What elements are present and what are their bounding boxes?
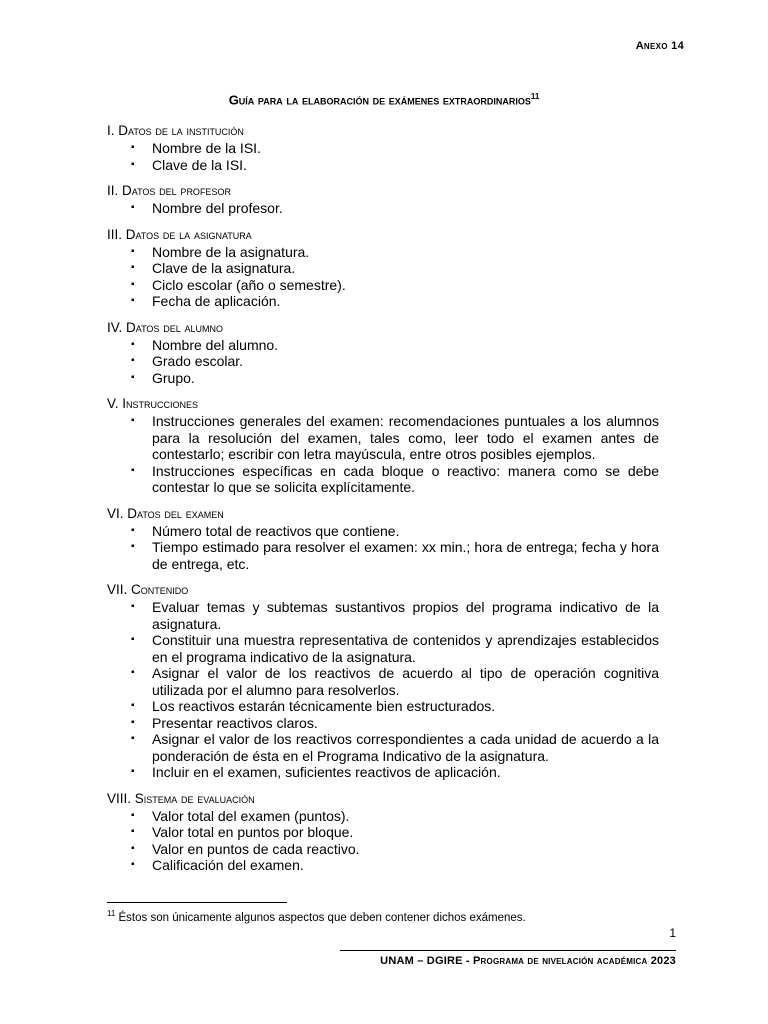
section-title: IV. Datos del alumno [107, 319, 223, 335]
section [107, 395, 659, 496]
list-item [107, 277, 659, 294]
square-bullet-icon: ▪ [131, 716, 135, 728]
section [107, 319, 659, 387]
list-item-text: Grado escolar. [152, 353, 244, 369]
footer-rule [340, 950, 676, 951]
list-item-text: Valor total del examen (puntos). [152, 807, 350, 824]
square-bullet-icon: ▪ [131, 842, 135, 854]
section [107, 226, 659, 310]
list-item-text: Nombre de la asignatura. [152, 243, 310, 260]
list-item [107, 353, 659, 370]
list-item-text: Ciclo escolar (año o semestre). [152, 276, 346, 293]
section-title: I. Datos de la institución [107, 123, 244, 138]
list-item-text: Constituir una muestra representativa de contenidos y aprendizajes establecidos en el programa indicativo de la asignatura. [152, 632, 659, 665]
list-item [107, 293, 659, 310]
bullet-list [107, 337, 659, 387]
document-title [0, 92, 768, 107]
section [107, 182, 659, 217]
list-item [107, 857, 659, 874]
square-bullet-icon: ▪ [131, 415, 135, 426]
list-item [107, 370, 659, 387]
section [107, 790, 659, 874]
list-item [107, 715, 659, 732]
list-item [107, 413, 659, 463]
footnote-separator [107, 902, 287, 903]
list-item [107, 539, 659, 572]
list-item [107, 157, 659, 174]
section-title: III. Datos de la asignatura [107, 226, 252, 242]
list-item [107, 260, 659, 277]
bullet-list [107, 244, 659, 310]
square-bullet-icon: ▪ [131, 355, 135, 366]
bullet-list [107, 140, 659, 173]
list-item-text: Clave de la asignatura. [152, 260, 296, 276]
section [107, 581, 659, 781]
list-item-text: Valor total en puntos por bloque. [152, 824, 354, 840]
section-title: VI. Datos del examen [107, 505, 224, 521]
section-title: V. Instrucciones [107, 396, 199, 411]
list-item-text: Instrucciones específicas en cada bloque o reactivo: manera como se debe contestar lo que se solicita explícitamente. [152, 462, 659, 495]
list-item [107, 731, 659, 764]
list-item-text: Fecha de aplicación. [152, 293, 281, 309]
section-title: VIII. Sistema de evaluación [107, 790, 255, 806]
list-item-text: Calificación del examen. [152, 857, 304, 873]
square-bullet-icon: ▪ [131, 634, 135, 645]
list-item-text: Grupo. [152, 369, 195, 386]
footnote [107, 909, 667, 924]
list-item-text: Presentar reactivos claros. [152, 714, 318, 731]
list-item-text: Valor en puntos de cada reactivo. [152, 840, 360, 857]
square-bullet-icon: ▪ [131, 202, 135, 213]
list-item [107, 824, 659, 841]
list-item [107, 337, 659, 354]
square-bullet-icon: ▪ [131, 733, 135, 744]
list-item [107, 200, 659, 217]
square-bullet-icon: ▪ [131, 809, 135, 821]
list-item-text: Incluir en el examen, suficientes reactivos de aplicación. [152, 764, 501, 780]
square-bullet-icon: ▪ [131, 541, 135, 552]
square-bullet-icon: ▪ [131, 826, 135, 837]
footer-text: UNAM – DGIRE - Programa de nivelación académica 2023 [380, 955, 676, 967]
square-bullet-icon: ▪ [131, 158, 135, 170]
title-footnote-mark: 11 [530, 92, 540, 101]
list-item-text: Nombre del profesor. [152, 200, 283, 216]
list-item [107, 523, 659, 540]
list-item [107, 698, 659, 715]
square-bullet-icon: ▪ [131, 601, 135, 612]
title-text: Guía para la elaboración de exámenes extraordinarios [228, 92, 531, 108]
annex-label: Anexo 14 [635, 40, 684, 52]
list-item-text: Los reactivos estarán técnicamente bien estructurados. [152, 698, 496, 714]
bullet-list [107, 413, 659, 496]
square-bullet-icon: ▪ [131, 262, 135, 273]
list-item-text: Instrucciones generales del examen: recomendaciones puntuales a los alumnos para la resolución del examen, tales como, leer todo el examen antes de contestarlo; escribir con letra mayúscula, entre otros posibles ejemplos. [152, 413, 659, 462]
footnote-text: Éstos son únicamente algunos aspectos que deben contener dichos exámenes. [115, 911, 526, 924]
footnote-mark: 11 [107, 909, 116, 918]
square-bullet-icon: ▪ [131, 464, 135, 476]
square-bullet-icon: ▪ [131, 295, 135, 306]
section [107, 122, 659, 173]
section [107, 505, 659, 573]
square-bullet-icon: ▪ [131, 371, 135, 383]
page-number: 1 [669, 926, 676, 940]
list-item-text: Asignar el valor de los reactivos correspondientes a cada unidad de acuerdo a la ponderación de ésta en el Programa Indicativo de la asignatura. [152, 731, 659, 764]
list-item-text: Nombre de la ISI. [152, 140, 261, 156]
list-item-text: Nombre del alumno. [152, 336, 279, 353]
square-bullet-icon: ▪ [131, 700, 135, 711]
list-item [107, 244, 659, 261]
list-item-text: Asignar el valor de los reactivos de acuerdo al tipo de operación cognitiva utilizada por el alumno para resolverlos. [152, 665, 659, 698]
section-title: VII. Contenido [107, 582, 189, 597]
square-bullet-icon: ▪ [131, 859, 135, 870]
list-item [107, 841, 659, 858]
list-item [107, 808, 659, 825]
square-bullet-icon: ▪ [131, 524, 135, 536]
list-item-text: Número total de reactivos que contiene. [152, 522, 400, 539]
list-item [107, 632, 659, 665]
square-bullet-icon: ▪ [131, 142, 135, 153]
list-item [107, 599, 659, 632]
list-item-text: Tiempo estimado para resolver el examen: xx min.; hora de entrega; fecha y hora de entrega, etc. [152, 539, 659, 572]
square-bullet-icon: ▪ [131, 278, 135, 290]
bullet-list [107, 523, 659, 573]
square-bullet-icon: ▪ [131, 667, 135, 678]
list-item [107, 764, 659, 781]
bullet-list [107, 808, 659, 874]
list-item [107, 665, 659, 698]
square-bullet-icon: ▪ [131, 338, 135, 350]
list-item [107, 140, 659, 157]
list-item-text: Clave de la ISI. [152, 156, 247, 173]
list-item-text: Evaluar temas y subtemas sustantivos propios del programa indicativo de la asignatura. [152, 599, 659, 632]
section-title: II. Datos del profesor [107, 183, 231, 198]
bullet-list [107, 599, 659, 781]
bullet-list [107, 200, 659, 217]
document-content [107, 122, 659, 883]
list-item [107, 463, 659, 496]
square-bullet-icon: ▪ [131, 766, 135, 777]
square-bullet-icon: ▪ [131, 245, 135, 257]
